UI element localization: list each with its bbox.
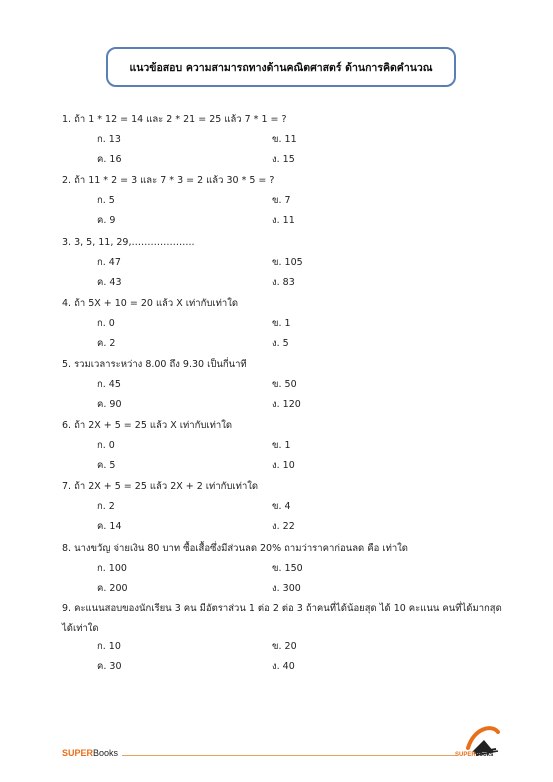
- answer-option: ก. 13: [97, 134, 121, 145]
- question-text: 9. คะแนนสอบของนักเรียน 3 คน มีอัตราส่วน 1 ต่อ 2 ต่อ 3 ถ้าคนที่ได้น้อยสุด ได้ 10 คะแนน คนที่ได้มากสุดได้เท่าใด: [62, 603, 502, 634]
- answer-option: ข. 1: [272, 440, 291, 451]
- question-text: 7. ถ้า 2X + 5 = 25 แล้ว 2X + 2 เท่ากับเท่าใด: [62, 481, 259, 492]
- answer-option: ง. 120: [272, 399, 301, 410]
- answer-option: ก. 100: [97, 563, 127, 574]
- question-text: 1. ถ้า 1 * 12 = 14 และ 2 * 21 = 25 แล้ว 7 * 1 = ?: [62, 114, 287, 125]
- answer-option: ง. 5: [272, 338, 289, 349]
- answer-option: ก. 2: [97, 501, 115, 512]
- footer-brand: [62, 748, 118, 758]
- page-title: แนวข้อสอบ ความสามารถทางด้านคณิตศาสตร์ ด้านการคิดคำนวณ: [129, 61, 433, 74]
- answer-option: ค. 90: [97, 399, 122, 410]
- footer-brand-part2: Books: [93, 748, 119, 758]
- answer-option: ก. 0: [97, 440, 115, 451]
- footer-divider: [122, 755, 457, 756]
- question-text: 3. 3, 5, 11, 29,………………..: [62, 237, 195, 248]
- answer-option: ค. 9: [97, 215, 116, 226]
- answer-option: ก. 45: [97, 379, 121, 390]
- answer-option: ก. 0: [97, 318, 115, 329]
- answer-option: ง. 40: [272, 661, 295, 672]
- answer-option: ง. 10: [272, 460, 295, 471]
- answer-option: ง. 22: [272, 521, 295, 532]
- answer-option: ข. 20: [272, 641, 297, 652]
- answer-option: ง. 83: [272, 277, 295, 288]
- answer-option: ง. 15: [272, 154, 295, 165]
- answer-option: ข. 11: [272, 134, 297, 145]
- logo-text: [455, 752, 493, 758]
- answer-option: ค. 16: [97, 154, 122, 165]
- answer-option: ค. 5: [97, 460, 116, 471]
- question-text: 4. ถ้า 5X + 10 = 20 แล้ว X เท่ากับเท่าใด: [62, 298, 239, 309]
- answer-option: ค. 30: [97, 661, 122, 672]
- question-text: 8. นางขวัญ จ่ายเงิน 80 บาท ซื้อเสื้อซึ่งมีส่วนลด 20% ถามว่าราคาก่อนลด คือ เท่าใด: [62, 543, 408, 554]
- answer-option: ค. 14: [97, 521, 122, 532]
- logo-text-part1: SUPER: [455, 752, 476, 758]
- question-text: 6. ถ้า 2X + 5 = 25 แล้ว X เท่ากับเท่าใด: [62, 420, 232, 431]
- answer-option: ง. 300: [272, 583, 301, 594]
- answer-option: ค. 200: [97, 583, 128, 594]
- answer-option: ข. 105: [272, 257, 303, 268]
- answer-option: ข. 50: [272, 379, 297, 390]
- answer-option: ง. 11: [272, 215, 295, 226]
- answer-option: ข. 1: [272, 318, 291, 329]
- answer-option: ก. 5: [97, 195, 115, 206]
- answer-option: ก. 47: [97, 257, 121, 268]
- answer-option: ก. 10: [97, 641, 121, 652]
- answer-option: ข. 4: [272, 501, 291, 512]
- question-text: 2. ถ้า 11 * 2 = 3 และ 7 * 3 = 2 แล้ว 30 * 5 = ?: [62, 175, 275, 186]
- footer-brand-part1: SUPER: [62, 748, 94, 758]
- answer-option: ข. 150: [272, 563, 303, 574]
- answer-option: ค. 2: [97, 338, 116, 349]
- question-text: 5. รวมเวลาระหว่าง 8.00 ถึง 9.30 เป็นกี่นาที: [62, 359, 247, 370]
- title-box: [106, 47, 456, 87]
- logo-text-part2: books: [475, 752, 494, 758]
- answer-option: ค. 43: [97, 277, 122, 288]
- answer-option: ข. 7: [272, 195, 291, 206]
